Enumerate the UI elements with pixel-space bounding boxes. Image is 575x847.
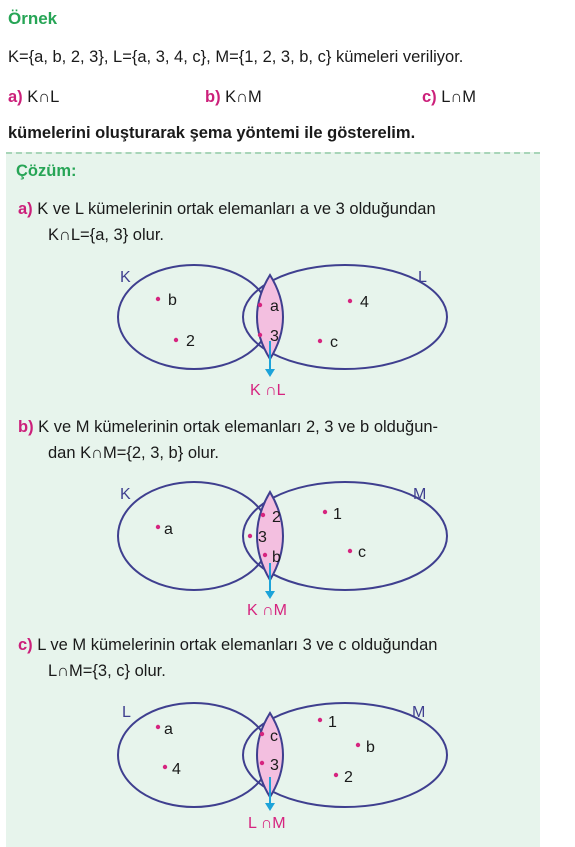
part-a-text: K∩L (27, 88, 60, 106)
part-b-text: K∩M (225, 88, 262, 106)
venn-diagram-b (0, 475, 545, 625)
set-l-label: L (418, 269, 427, 286)
set-l-ellipse (118, 703, 270, 807)
solution-title: Çözüm: (16, 162, 77, 180)
intersection-label: K ∩L (250, 382, 286, 399)
venn-diagram-c (0, 695, 545, 845)
arrow-head (265, 803, 275, 811)
set-m-label: M (412, 704, 426, 721)
solution-b-text1: K ve M kümelerinin ortak elemanları 2, 3 ve b olduğun- (38, 418, 439, 436)
element: 4 (172, 761, 181, 778)
set-l-label: L (122, 704, 131, 721)
instruction: kümelerini oluşturarak şema yöntemi ile gösterelim. (8, 124, 416, 142)
solution-a-marker: a) (18, 200, 33, 218)
solution-a-line1 (18, 200, 436, 219)
set-m-label: M (413, 486, 427, 503)
set-k-label: K (120, 486, 131, 503)
element: c (270, 728, 278, 745)
set-k-ellipse (118, 482, 270, 590)
part-a-label: a) (8, 88, 23, 106)
element: a (164, 721, 173, 738)
solution-a-line2: K∩L={a, 3} olur. (48, 226, 164, 244)
arrow-head (265, 591, 275, 599)
element: 3 (270, 328, 279, 345)
element: 3 (270, 757, 279, 774)
element: c (330, 334, 338, 351)
solution-a-text1: K ve L kümelerinin ortak elemanları a ve 3 olduğundan (37, 200, 436, 218)
set-k-ellipse (118, 265, 270, 369)
part-b (205, 88, 262, 107)
arrow-head (265, 369, 275, 377)
element: 2 (186, 333, 195, 350)
part-c-text: L∩M (441, 88, 477, 106)
solution-c-marker: c) (18, 636, 33, 654)
element: c (358, 544, 366, 561)
element: 4 (360, 294, 369, 311)
solution-b-line2: dan K∩M={2, 3, b} olur. (48, 444, 220, 462)
example-heading: Örnek (8, 9, 58, 28)
given-sets: K={a, b, 2, 3}, L={a, 3, 4, c}, M={1, 2, 3, b, c} kümeleri veriliyor. (8, 48, 464, 66)
set-k-label: K (120, 269, 131, 286)
element: 1 (333, 506, 342, 523)
solution-c-line2: L∩M={3, c} olur. (48, 662, 166, 680)
venn-diagram-a (0, 255, 545, 405)
element: b (272, 549, 281, 566)
element: 3 (258, 529, 267, 546)
solution-b-line1 (18, 418, 438, 437)
element: 2 (344, 769, 353, 786)
part-c (422, 88, 476, 107)
solution-c-text1: L ve M kümelerinin ortak elemanları 3 ve c olduğundan (37, 636, 438, 654)
page-edge (541, 152, 575, 845)
part-b-label: b) (205, 88, 221, 106)
element: b (366, 739, 375, 756)
solution-b-marker: b) (18, 418, 34, 436)
part-a (8, 88, 59, 107)
element: b (168, 292, 177, 309)
intersection-label: L ∩M (248, 815, 286, 832)
element: 2 (272, 509, 281, 526)
element: 1 (328, 714, 337, 731)
element: a (270, 298, 279, 315)
solution-c-line1 (18, 636, 437, 655)
element: a (164, 521, 173, 538)
part-c-label: c) (422, 88, 437, 106)
intersection-label: K ∩M (247, 602, 287, 619)
